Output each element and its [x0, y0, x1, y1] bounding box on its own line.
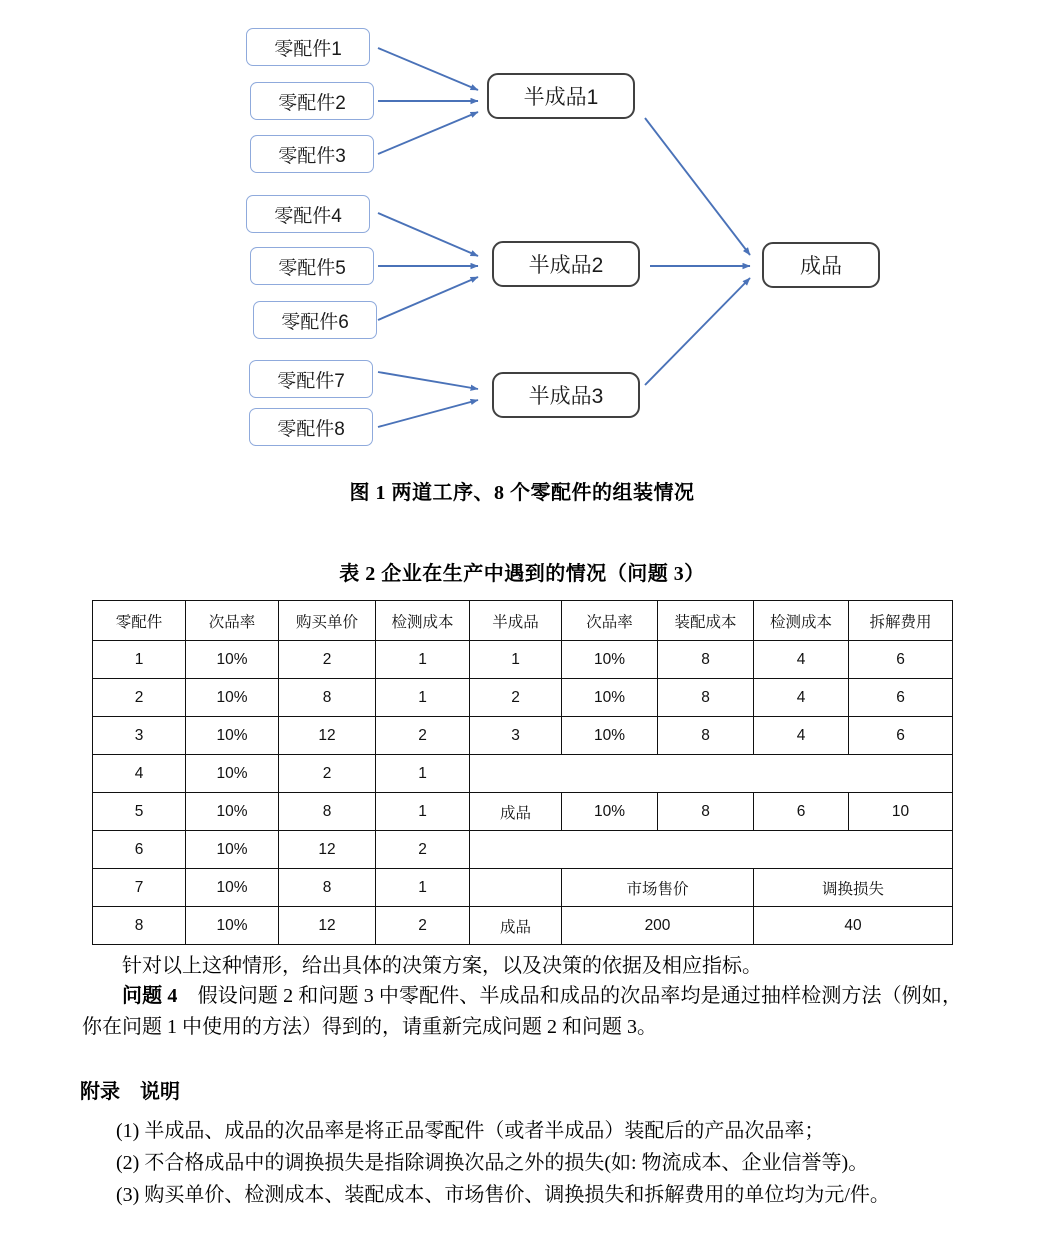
node-label: 零配件6: [281, 311, 349, 333]
node-part-6: [253, 301, 377, 339]
cell: 2: [93, 679, 186, 717]
col-header-defect-rate-semi: 次品率: [562, 601, 658, 641]
cell: 10%: [186, 907, 279, 945]
cell: 1: [470, 641, 562, 679]
cell: 10%: [186, 755, 279, 793]
cell: 7: [93, 869, 186, 907]
table-row: [93, 907, 953, 945]
node-label: 半成品1: [523, 86, 599, 109]
node-label: 半成品3: [528, 385, 604, 408]
cell: 6: [754, 793, 849, 831]
cell: 2: [376, 717, 470, 755]
cell: 6: [849, 641, 953, 679]
cell: 10%: [562, 641, 658, 679]
cell: 6: [849, 679, 953, 717]
table-row: [93, 717, 953, 755]
cell: 成品: [470, 907, 562, 945]
cell-exchange-loss-header: 调换损失: [754, 869, 953, 907]
node-semi-2: [492, 241, 640, 287]
cell-market-price-value: 200: [562, 907, 754, 945]
cell: 6: [849, 717, 953, 755]
col-header-part: 零配件: [93, 601, 186, 641]
col-header-disassembly-cost: 拆解费用: [849, 601, 953, 641]
node-semi-1: [487, 73, 635, 119]
question-4-label: 问题 4: [122, 985, 178, 1008]
node-part-3: [250, 135, 374, 173]
cell: 10%: [186, 831, 279, 869]
cell: 3: [470, 717, 562, 755]
cell: 2: [470, 679, 562, 717]
appendix-note-1: (1) 半成品、成品的次品率是将正品零配件（或者半成品）装配后的产品次品率；: [116, 1119, 825, 1142]
cell: 4: [754, 717, 849, 755]
cell: 8: [279, 793, 376, 831]
cell: 1: [376, 869, 470, 907]
node-part-2: [250, 82, 374, 120]
table-row: [93, 869, 953, 907]
node-label: 成品: [800, 255, 842, 278]
cell: 10%: [186, 641, 279, 679]
arrow-group-semi3: [378, 372, 478, 427]
cell: 12: [279, 717, 376, 755]
paragraph-question-4: [82, 981, 962, 1042]
cell: 10%: [562, 793, 658, 831]
cell-market-price-header: 市场售价: [562, 869, 754, 907]
cell: 5: [93, 793, 186, 831]
appendix-note-3: (3) 购买单价、检测成本、装配成本、市场售价、调换损失和拆解费用的单位均为元/件。: [116, 1184, 890, 1207]
cell: 1: [376, 793, 470, 831]
cell: 4: [754, 641, 849, 679]
arrow-group-semi2: [378, 213, 478, 320]
cell: 2: [279, 755, 376, 793]
figure-1-caption: 图 1 两道工序、8 个零配件的组装情况: [349, 482, 695, 504]
node-label: 零配件5: [278, 257, 346, 279]
cell: 8: [658, 641, 754, 679]
cell: 成品: [470, 793, 562, 831]
cell: 10%: [562, 717, 658, 755]
cell: 8: [658, 679, 754, 717]
cell: [470, 869, 562, 907]
node-part-7: [249, 360, 373, 398]
col-header-semi: 半成品: [470, 601, 562, 641]
table-row: [93, 641, 953, 679]
col-header-defect-rate-part: 次品率: [186, 601, 279, 641]
prose-section: [82, 951, 962, 1042]
cell: 2: [279, 641, 376, 679]
node-semi-3: [492, 372, 640, 418]
cell: 12: [279, 907, 376, 945]
cell: 10%: [186, 717, 279, 755]
cell: 10%: [562, 679, 658, 717]
table-2-container: [92, 600, 952, 945]
node-label: 零配件1: [274, 38, 342, 60]
cell: 1: [376, 641, 470, 679]
cell: 8: [658, 793, 754, 831]
node-part-5: [250, 247, 374, 285]
col-header-inspect-cost-semi: 检测成本: [754, 601, 849, 641]
cell: 1: [376, 755, 470, 793]
col-header-inspect-cost-part: 检测成本: [376, 601, 470, 641]
appendix-section: [72, 1076, 972, 1212]
cell: 12: [279, 831, 376, 869]
appendix-note-2: (2) 不合格成品中的调换损失是指除调换次品之外的损失(如: 物流成本、企业信誉等)。: [116, 1151, 869, 1174]
table-2-caption: 表 2 企业在生产中遇到的情况（问题 3）: [339, 563, 705, 585]
question-4-text: 假设问题 2 和问题 3 中零配件、半成品和成品的次品率均是通过抽样检测方法（例如，你在问题 1 中使用的方法）得到的，请重新完成问题 2 和问题 3。: [82, 985, 963, 1038]
table-header-row: [93, 601, 953, 641]
node-part-4: [246, 195, 370, 233]
node-part-1: [246, 28, 370, 66]
production-situation-table: [92, 600, 953, 945]
node-part-8: [249, 408, 373, 446]
node-label: 零配件8: [277, 418, 345, 440]
cell-empty-span: [470, 831, 953, 869]
cell: 2: [376, 907, 470, 945]
cell: 8: [658, 717, 754, 755]
cell: 10%: [186, 679, 279, 717]
cell: 10%: [186, 869, 279, 907]
cell-exchange-loss-value: 40: [754, 907, 953, 945]
arrow-group-semi1: [378, 48, 478, 154]
arrow-group-final: [645, 118, 750, 385]
node-label: 半成品2: [528, 254, 604, 277]
cell: 1: [93, 641, 186, 679]
cell: 4: [93, 755, 186, 793]
cell: 8: [279, 869, 376, 907]
cell: 3: [93, 717, 186, 755]
cell: 2: [376, 831, 470, 869]
cell: 1: [376, 679, 470, 717]
cell-empty-span: [470, 755, 953, 793]
node-label: 零配件7: [277, 370, 345, 392]
cell: 8: [93, 907, 186, 945]
table-row: [93, 831, 953, 869]
cell: 10%: [186, 793, 279, 831]
cell: 6: [93, 831, 186, 869]
cell: 4: [754, 679, 849, 717]
cell: 8: [279, 679, 376, 717]
table-row: [93, 793, 953, 831]
table-row: [93, 755, 953, 793]
node-final-product: [762, 242, 880, 288]
node-label: 零配件4: [274, 205, 342, 227]
node-label: 零配件3: [278, 145, 346, 167]
col-header-purchase-price: 购买单价: [279, 601, 376, 641]
assembly-flow-diagram: [0, 0, 1044, 460]
paragraph-decision-plan: 针对以上这种情形，给出具体的决策方案，以及决策的依据及相应指标。: [122, 955, 762, 977]
table-row: [93, 679, 953, 717]
col-header-assembly-cost: 装配成本: [658, 601, 754, 641]
cell: 10: [849, 793, 953, 831]
node-label: 零配件2: [278, 92, 346, 114]
appendix-title: 附录 说明: [80, 1081, 180, 1104]
